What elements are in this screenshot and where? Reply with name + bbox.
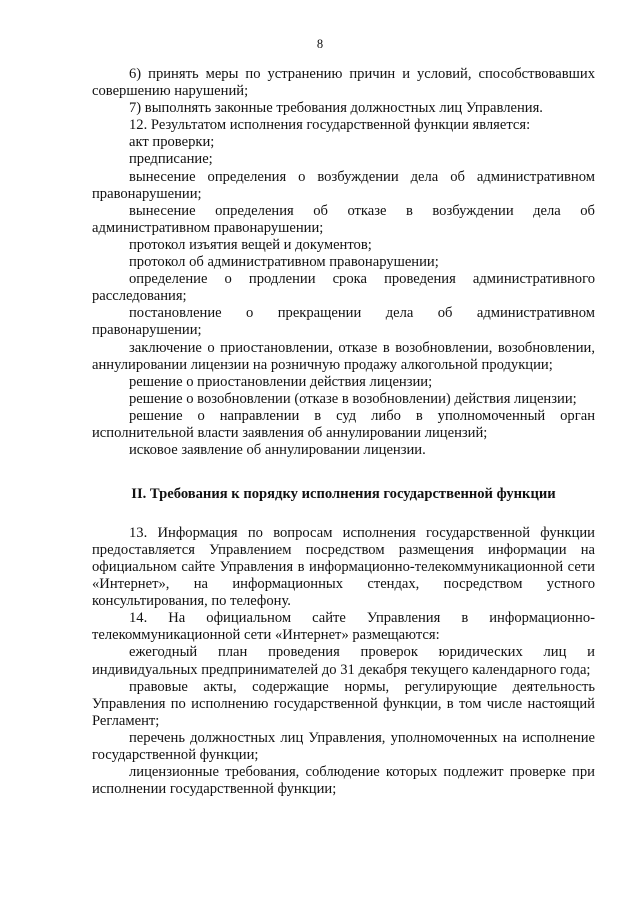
- list-item: вынесение определения о возбуждении дела об административном правонарушении;: [92, 168, 595, 202]
- paragraph: перечень должностных лиц Управления, уполномоченных на исполнение государственной функции;: [92, 729, 595, 763]
- page-number: 8: [316, 37, 324, 51]
- list-item: заключение о приостановлении, отказе в возобновлении, возобновлении, аннулировании лицензии на розничную продажу алкогольной продукции;: [92, 339, 595, 373]
- list-item: протокол изъятия вещей и документов;: [129, 236, 372, 253]
- list-item: предписание;: [129, 151, 213, 168]
- paragraph: лицензионные требования, соблюдение которых подлежит проверке при исполнении государственной функции;: [92, 764, 595, 798]
- list-item: решение о возобновлении (отказе в возобновлении) действия лицензии;: [129, 390, 577, 407]
- list-item: решение о приостановлении действия лицензии;: [129, 373, 433, 390]
- list-item: 12. Результатом исполнения государственной функции является:: [129, 117, 531, 134]
- paragraph: правовые акты, содержащие нормы, регулирующие деятельность Управления по исполнению государственной функции, в том числе настоящий Регламент;: [92, 678, 595, 729]
- list-item: постановление о прекращении дела об административном правонарушении;: [92, 305, 595, 339]
- list-item: определение о продлении срока проведения административного расследования;: [92, 271, 595, 305]
- list-item: протокол об административном правонарушении;: [129, 254, 439, 271]
- list-item: исковое заявление об аннулировании лицензии.: [129, 442, 426, 459]
- section-heading: II. Требования к порядку исполнения государственной функции: [131, 485, 556, 502]
- list-item: решение о направлении в суд либо в уполномоченный орган исполнительной власти заявления об аннулировании лицензий;: [92, 407, 595, 441]
- paragraph: 14. На официальном сайте Управления в информационно-телекоммуникационной сети «Интернет» размещаются:: [92, 610, 595, 644]
- list-item: 6) принять меры по устранению причин и условий, способствовавших совершению нарушений;: [92, 66, 595, 100]
- paragraph: 13. Информация по вопросам исполнения государственной функции предоставляется Управлением посредством размещения информации на официальном сайте Управления в информационно-телекоммуникационной сети «Интернет», на информационных стендах, посредством устного консультирования, по телефону.: [92, 524, 595, 610]
- paragraph: ежегодный план проведения проверок юридических лиц и индивидуальных предпринимателей до 31 декабря текущего календарного года;: [92, 644, 595, 678]
- list-item: 7) выполнять законные требования должностных лиц Управления.: [129, 100, 543, 117]
- list-item: акт проверки;: [129, 134, 215, 151]
- document-body: [92, 66, 595, 798]
- list-item: вынесение определения об отказе в возбуждении дела об административном правонарушении;: [92, 202, 595, 236]
